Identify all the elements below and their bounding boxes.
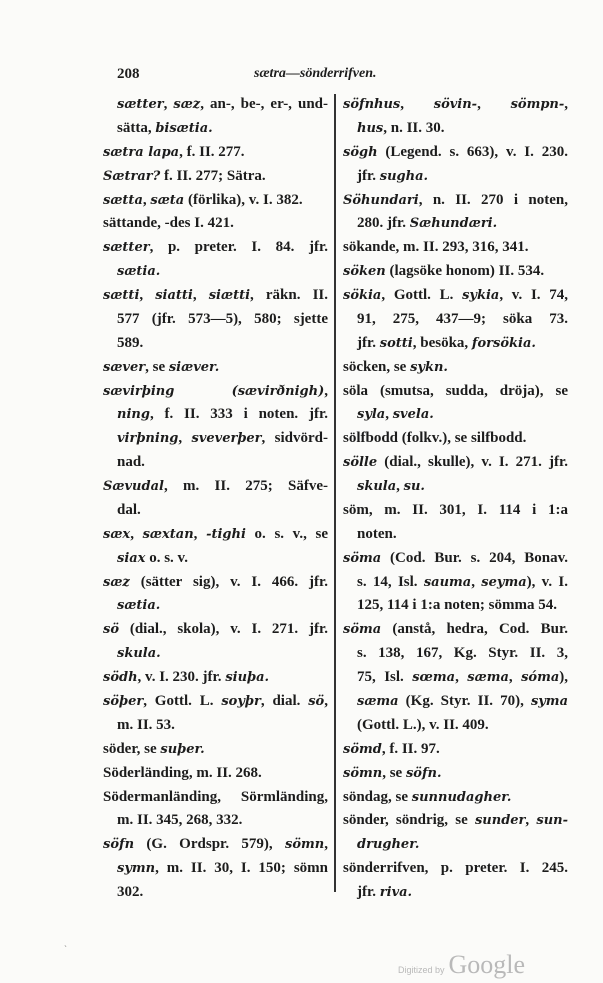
entry-text: , Gottl. L. (381, 287, 463, 304)
entry-italic-text: sömn (285, 837, 325, 853)
entry-italic-text: sunder (474, 813, 526, 829)
entry-headline (343, 738, 568, 760)
watermark-prefix: Digitized by (398, 965, 445, 975)
entry-text: s. 14, Isl. (357, 573, 424, 590)
entry-text: (G. Ordspr. 579), (134, 836, 286, 853)
entry-continuation (117, 332, 328, 354)
entry-italic-text: hus (357, 120, 384, 136)
entry-text: 75, Isl. (357, 669, 413, 686)
entry-italic-text: siatti (155, 288, 193, 304)
entry-italic-text: skula (357, 479, 397, 495)
google-logo: Google (448, 950, 526, 979)
entry-headline (343, 284, 568, 306)
entry-italic-text: Sæhundæri. (409, 216, 498, 232)
entry-text: (sätter sig), v. I. 466. jfr. (129, 573, 328, 590)
entry-italic-text: sætia. (117, 264, 161, 280)
entry-text: m. II. 345, 268, 332. (117, 812, 243, 829)
entry-italic-text: sauma (423, 574, 472, 590)
entry-italic-text: sóma (521, 670, 560, 686)
entry-italic-text: soyþr (221, 694, 261, 709)
entry-headline (343, 547, 568, 569)
entry-continuation (357, 332, 568, 354)
entry-headline (103, 141, 328, 163)
entry-text: , (142, 191, 151, 208)
entry-text: dal. (117, 501, 141, 518)
entry-continuation (357, 571, 568, 593)
entry-continuation (357, 117, 568, 139)
entry-headline (103, 523, 328, 545)
entry-italic-text: sæz (173, 97, 201, 112)
entry-text: ), v. I. (526, 573, 568, 590)
entry-headline (343, 809, 568, 831)
entry-text: jfr. (357, 884, 380, 901)
entry-text: o. s. v., se (245, 525, 328, 542)
entry-continuation (117, 547, 328, 569)
entry-text: , m. II. 30, I. 150; sömn (155, 860, 328, 877)
entry-text: sätta, (117, 119, 156, 136)
entry-text: sölfbodd (folkv.), se silfbodd. (343, 430, 527, 447)
entry-headline (343, 499, 568, 521)
entry-italic-text: sövin- (433, 97, 478, 112)
entry-italic-text: sæxtan (142, 526, 194, 542)
entry-italic-text: syla (357, 407, 386, 423)
entry-text: nad. (117, 454, 145, 471)
entry-headline (117, 93, 328, 115)
entry-text: Södermanländing, Sörmländing, (103, 788, 328, 805)
entry-italic-text: sæz (103, 574, 130, 590)
entry-headline (343, 762, 568, 784)
entry-text: , m. II. 275; Säfve- (163, 478, 328, 495)
entry-continuation (357, 308, 568, 330)
entry-text: , (455, 669, 468, 686)
entry-text: , f. II. 97. (381, 740, 440, 757)
entry-text: , Gottl. L. (143, 693, 222, 709)
entry-text: , (324, 693, 328, 709)
entry-continuation (357, 165, 568, 187)
entry-continuation (357, 690, 568, 712)
entry-continuation (117, 714, 328, 736)
entry-text: jfr. (357, 334, 380, 351)
entry-text: , (400, 96, 434, 112)
entry-continuation (117, 260, 328, 282)
entry-text: , n. II. 270 i noten, (418, 191, 568, 208)
entry-continuation (117, 117, 328, 139)
entry-continuation (357, 475, 568, 497)
entry-text: 91, 275, 437—9; söka 73. (357, 310, 568, 327)
entry-italic-text: sæma (357, 694, 399, 709)
entry-italic-text: sun- (536, 813, 568, 829)
entry-headline (103, 356, 328, 378)
entry-headline (343, 857, 568, 879)
entry-text: (dial., skola), v. I. 271. jfr. (119, 621, 328, 638)
entry-text: o. s. v. (145, 549, 188, 566)
entry-italic-text: sævirþing (sævirðnigh) (103, 383, 325, 399)
entry-headline (343, 451, 568, 473)
entry-italic-text: drugher. (357, 837, 420, 853)
entry-italic-text: ning (117, 407, 150, 423)
entry-text: (lagsöke honom) II. 534. (385, 263, 545, 280)
entry-headline (103, 690, 328, 712)
entry-italic-text: sykn. (410, 359, 448, 375)
entry-text: , (564, 96, 568, 112)
entry-text: , f. II. 277. (179, 143, 245, 160)
entry-continuation (357, 666, 568, 688)
entry-italic-text: siax (117, 550, 146, 566)
entry-italic-text: sögh (343, 144, 378, 160)
entry-italic-text: siætti (208, 288, 251, 304)
entry-italic-text: söfnhus (343, 97, 401, 112)
entry-text: (Gottl. L.), v. II. 409. (357, 716, 489, 733)
entry-text: söla (smutsa, sudda, dröja), se (343, 382, 568, 399)
entry-headline (343, 356, 568, 378)
entry-italic-text: sunnudagher. (411, 789, 512, 805)
entry-continuation (117, 499, 328, 521)
entry-italic-text: forsökia. (471, 335, 536, 351)
entry-text: ), (559, 669, 568, 686)
entry-text: , sidvörd- (261, 430, 328, 447)
entry-text: sättande, -des I. 421. (103, 215, 234, 232)
entry-text: , v. I. 74, (499, 287, 568, 304)
entry-headline (103, 475, 328, 497)
entry-continuation (117, 403, 328, 425)
entry-italic-text: sætta (103, 192, 143, 208)
entry-text: (dial., skulle), v. I. 271. jfr. (377, 454, 568, 471)
entry-text: , p. preter. I. 84. jfr. (149, 239, 328, 256)
entry-italic-text: söfn. (405, 765, 442, 781)
google-watermark (398, 950, 525, 980)
entry-text: söm, m. II. 301, I. 114 i 1:a (343, 501, 568, 518)
entry-headline (343, 141, 568, 163)
entry-italic-text: sœma (412, 670, 456, 686)
entry-text: 125, 114 i 1:a noten; sömma 54. (357, 597, 557, 614)
entry-headline (343, 618, 568, 640)
entry-text: , (130, 525, 143, 542)
entry-text: (Legend. s. 663), v. I. 230. (377, 143, 568, 160)
entry-italic-text: virþning (117, 431, 179, 447)
entry-continuation (357, 833, 568, 855)
entry-italic-text: sömd (343, 741, 382, 757)
entry-italic-text: sæver (103, 359, 146, 375)
entry-text: , v. I. 230. jfr. (137, 669, 226, 686)
entry-text: noten. (357, 525, 397, 542)
entry-text: 577 (jfr. 573—5), 580; sjette (117, 310, 328, 327)
entry-continuation (117, 427, 328, 449)
entry-italic-text: Sætrar? (103, 168, 161, 184)
entry-text: , se (145, 358, 169, 375)
entry-headline (103, 189, 328, 211)
entry-italic-text: söken (343, 264, 386, 280)
entry-italic-text: sæta (150, 192, 185, 208)
entry-headline (103, 738, 328, 760)
entry-text: 589. (117, 334, 144, 351)
entry-text: (anstå, hedra, Cod. Bur. (381, 621, 568, 638)
entry-text: m. II. 53. (117, 716, 175, 733)
entry-italic-text: sugha. (379, 168, 429, 184)
entry-text: s. 138, 167, Kg. Styr. II. 3, (357, 645, 568, 662)
entry-italic-text: siuþa. (225, 670, 270, 686)
entry-continuation (117, 809, 328, 831)
entry-text: , (385, 406, 393, 423)
entry-italic-text: sætti (103, 288, 140, 304)
entry-text: , (163, 96, 174, 112)
entry-italic-text: södh (103, 670, 138, 686)
entry-headline (103, 618, 328, 640)
entry-headline (103, 833, 328, 855)
entry-continuation (117, 642, 328, 664)
entry-text: , (192, 287, 209, 304)
column-divider (334, 94, 336, 892)
entry-italic-text: bisætia. (155, 120, 213, 136)
entry-italic-text: sæx (103, 526, 131, 542)
entry-italic-text: -tighi (206, 526, 246, 542)
entry-text: (Kg. Styr. II. 70), (398, 693, 531, 709)
entry-text: , (139, 287, 156, 304)
entry-continuation (357, 881, 568, 903)
entry-continuation (357, 714, 568, 736)
entry-italic-text: riva. (379, 885, 413, 901)
entry-text: (Cod. Bur. s. 204, Bonav. (381, 549, 568, 566)
entry-text: , dial. (260, 693, 309, 709)
entry-text: , (471, 573, 482, 590)
entry-italic-text: siæver. (168, 359, 220, 375)
entry-continuation (117, 451, 328, 473)
entry-headline (103, 666, 328, 688)
entry-headline (103, 571, 328, 593)
entry-italic-text: sætra lapa (103, 144, 180, 160)
entry-continuation (357, 523, 568, 545)
entry-text: , (324, 382, 328, 399)
entry-text: , (193, 525, 207, 542)
page-number: 208 (117, 66, 140, 82)
entry-text: söndag, se (343, 788, 412, 805)
entry-continuation (117, 594, 328, 616)
entry-italic-text: skula. (117, 646, 161, 662)
entry-headline (343, 189, 568, 211)
entry-text: söder, se (103, 740, 161, 757)
entry-italic-text: Söhundari (343, 192, 419, 208)
entry-text: , n. II. 30. (383, 119, 445, 136)
entry-text: , besöka, (412, 334, 472, 351)
entry-italic-text: suþer. (160, 741, 205, 757)
entry-text: , (525, 812, 537, 829)
entry-continuation (357, 403, 568, 425)
entry-text: söcken, se (343, 358, 411, 375)
entry-headline (103, 212, 328, 234)
entry-text: , (324, 836, 328, 853)
entry-italic-text: su. (403, 479, 425, 495)
entry-italic-text: sömpn- (510, 97, 565, 112)
entry-headline (103, 762, 328, 784)
entry-headline (103, 165, 328, 187)
entry-italic-text: syma (530, 694, 568, 709)
entry-headline (343, 260, 568, 282)
entry-italic-text: sölle (343, 455, 378, 471)
entry-italic-text: sætter (103, 240, 150, 256)
entry-italic-text: sökia (343, 288, 382, 304)
entry-italic-text: Sævudal (103, 479, 164, 495)
entry-text: jfr. (357, 167, 380, 184)
entry-italic-text: sætter (117, 97, 164, 112)
entry-text: 302. (117, 884, 144, 901)
entry-italic-text: seyma (481, 574, 527, 590)
entry-headline (103, 236, 328, 258)
entry-continuation (357, 594, 568, 616)
entry-text: sökande, m. II. 293, 316, 341. (343, 239, 529, 256)
entry-italic-text: sætia. (117, 598, 161, 614)
entry-headline (343, 93, 568, 115)
entry-headline (343, 236, 568, 258)
entry-text: , (396, 478, 404, 495)
entry-text: sönder, söndrig, se (343, 812, 475, 829)
entry-italic-text: sykia (462, 288, 500, 304)
entry-italic-text: söþer (103, 694, 144, 709)
entry-headline (103, 284, 328, 306)
entry-headline (343, 786, 568, 808)
entry-italic-text: sö (308, 694, 325, 709)
entry-headline (343, 380, 568, 402)
entry-italic-text: sotti (379, 335, 413, 351)
entry-headline (103, 380, 328, 402)
entry-headline (103, 786, 328, 808)
entry-text: , an-, be-, er-, und- (200, 96, 328, 112)
entry-italic-text: söma (343, 550, 382, 566)
entry-italic-text: sömn (343, 765, 383, 781)
entry-text: 280. jfr. (357, 215, 410, 232)
entry-text: sönderrifven, p. preter. I. 245. (343, 860, 568, 877)
entry-text: , (477, 96, 511, 112)
entry-text: Söderländing, m. II. 268. (103, 764, 262, 781)
entry-continuation (117, 881, 328, 903)
entry-italic-text: söfn (103, 837, 135, 853)
entry-italic-text: söma (343, 622, 382, 638)
entry-italic-text: sö (103, 622, 119, 638)
entry-continuation (117, 308, 328, 330)
entry-italic-text: sæma (467, 670, 509, 686)
entry-text: , räkn. II. (250, 287, 328, 304)
entry-italic-text: svela. (392, 407, 434, 423)
entry-text: (förlika), v. I. 382. (184, 191, 303, 208)
entry-text: , f. II. 333 i noten. jfr. (149, 406, 328, 423)
entry-continuation (357, 212, 568, 234)
entry-italic-text: symn (117, 861, 156, 877)
entry-continuation (357, 642, 568, 664)
entry-continuation (117, 857, 328, 879)
entry-headline (343, 427, 568, 449)
entry-text: f. II. 277; Sätra. (160, 167, 266, 184)
entry-text: , (178, 430, 192, 447)
scan-mark: ` (64, 944, 67, 954)
entry-italic-text: sveverþer (191, 431, 262, 447)
entry-text: , (508, 669, 522, 686)
entry-text: , se (382, 764, 406, 781)
running-title: sætra—sönderrifven. (254, 66, 377, 81)
